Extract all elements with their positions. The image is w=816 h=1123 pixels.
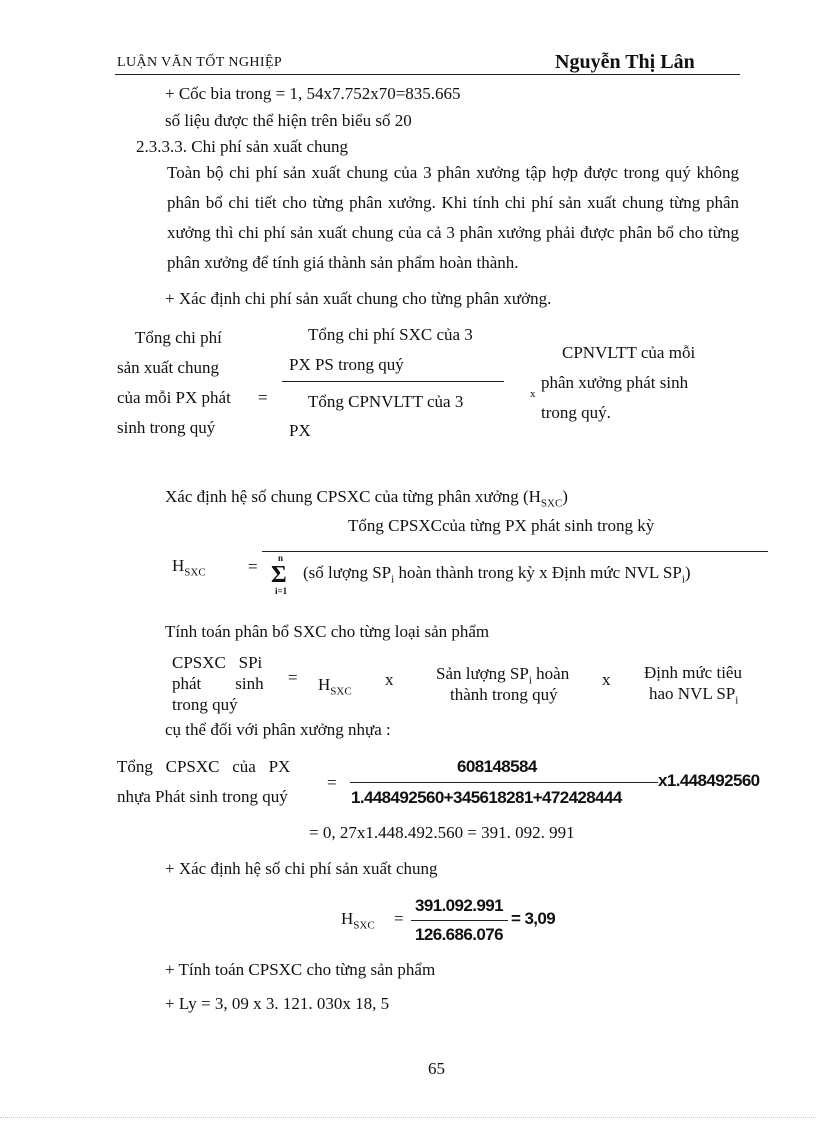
- coefficient-h-sub: SXC: [184, 566, 206, 579]
- formula1-equals: =: [258, 388, 268, 407]
- coefficient-intro-close: ): [562, 487, 568, 506]
- thesis-header-label: LUẬN VĂN TỐT NGHIỆP: [117, 55, 283, 70]
- formula1-times: x: [530, 388, 536, 400]
- paragraph-text: Toàn bộ chi phí sản xuất chung của 3 phân xưởng tập hợp được trong quý không phân bổ chi tiết cho từng phân xưởng. Khi tính chi phí sản xuất chung từng phân xưởng thì chi phí sản xuất chung của cả 3 phân xưởng phải được phân bổ cho từng phân xưởng để tính giá thành sản phẩm hoàn thành.: [167, 163, 739, 272]
- allocation-output-line2: thành trong quý: [450, 685, 558, 704]
- allocation-output-text: Sản lượng SP: [436, 664, 529, 683]
- author-name: Nguyễn Thị Lân: [555, 51, 695, 73]
- plastic-multiplier: x1.448492560: [658, 771, 760, 790]
- formula1-numerator-line2: PX PS trong quý: [289, 355, 404, 374]
- section-heading: 2.3.3.3. Chi phí sản xuất chung: [136, 137, 349, 156]
- sigma-symbol: Σ: [271, 562, 287, 588]
- sigma-lower-limit: i=1: [275, 586, 288, 596]
- allocation-left-line3: trong quý: [172, 695, 238, 714]
- formula1-numerator-line1: Tổng chi phí SXC của 3: [308, 325, 473, 344]
- plastic-left-line1: Tổng CPSXC của PX: [117, 757, 291, 776]
- coef-calc-h-sub: SXC: [353, 919, 375, 932]
- formula1-denominator-line1: Tổng CPNVLTT của 3: [308, 392, 464, 411]
- allocation-output-text2: hoàn: [531, 664, 570, 683]
- allocation-h-letter: H: [318, 675, 331, 694]
- coef-calc-fraction-bar: [411, 920, 508, 921]
- coef-calc-h: [341, 909, 375, 933]
- coefficient-denominator-sub1: i: [391, 573, 395, 586]
- formula1-right-line3: trong quý.: [541, 403, 611, 422]
- page-number: 65: [428, 1059, 445, 1078]
- plastic-equals: =: [327, 773, 337, 792]
- coefficient-equals: =: [248, 557, 258, 576]
- coef-calc-equals: =: [394, 909, 404, 928]
- coefficient-intro: [165, 487, 568, 511]
- allocation-norm-line2: [649, 684, 738, 708]
- allocation-output-sub: i: [528, 674, 532, 687]
- formula1-left-line4: sinh trong quý: [117, 418, 216, 437]
- formula1-right-line2: phân xưởng phát sinh: [541, 373, 689, 392]
- coef-calc-intro: + Xác định hệ số chi phí sản xuất chung: [165, 859, 438, 878]
- coefficient-intro-text: Xác định hệ số chung CPSXC của từng phân xưởng (H: [165, 487, 541, 506]
- allocation-left-line2: phát sinh: [172, 674, 264, 693]
- plastic-denominator: 1.448492560+345618281+472428444: [351, 788, 622, 807]
- formula1-left-line2: sản xuất chung: [117, 358, 219, 377]
- allocation-norm-line1: Định mức tiêu: [644, 663, 742, 682]
- allocation-equals: =: [288, 668, 298, 687]
- allocation-h: [318, 675, 352, 699]
- formula1-left-line3: của mỗi PX phát: [117, 388, 231, 407]
- allocation-times-1: x: [385, 670, 394, 689]
- plastic-result: = 0, 27x1.448.492.560 = 391. 092. 991: [309, 823, 575, 842]
- allocation-norm-sub: i: [735, 694, 739, 707]
- coefficient-h: [172, 556, 206, 580]
- bottom-border: [0, 1117, 816, 1118]
- coef-calc-result: = 3,09: [511, 909, 556, 928]
- cup-calculation-line: + Cốc bia trong = 1, 54x7.752x70=835.665: [165, 84, 461, 103]
- allocation-intro: Tính toán phân bổ SXC cho từng loại sản phẩm: [165, 622, 490, 641]
- formula1-fraction-bar: [282, 381, 504, 382]
- coefficient-numerator: Tổng CPSXCcủa từng PX phát sinh trong kỳ: [348, 516, 655, 535]
- coefficient-intro-sub: SXC: [540, 497, 563, 510]
- formula1-left-line1: Tổng chi phí: [135, 328, 222, 347]
- coefficient-h-letter: H: [172, 556, 185, 575]
- coefficient-denominator: [303, 563, 691, 587]
- formula1-right-line1: CPNVLTT của mỗi: [562, 343, 696, 362]
- coef-calc-h-letter: H: [341, 909, 354, 928]
- header-rule: [115, 74, 740, 75]
- paragraph-general-costs: [117, 158, 739, 278]
- coefficient-fraction-bar: [262, 551, 768, 552]
- plastic-fraction-bar: [350, 782, 658, 783]
- coefficient-denominator-part1: (số lượng SP: [303, 563, 392, 582]
- allocation-h-sub: SXC: [330, 685, 352, 698]
- cps-ly-line: + Ly = 3, 09 x 3. 121. 030x 18, 5: [165, 994, 390, 1013]
- sigma-upper-limit: n: [278, 553, 284, 563]
- coef-calc-numerator: 391.092.991: [415, 896, 503, 915]
- determine-sxc-line: + Xác định chi phí sản xuất chung cho từng phân xưởng.: [165, 289, 552, 308]
- plastic-left-line2: nhựa Phát sinh trong quý: [117, 787, 288, 806]
- formula1-denominator-line2: PX: [289, 421, 311, 440]
- coefficient-denominator-sub2: i: [681, 573, 685, 586]
- coef-calc-denominator: 126.686.076: [415, 925, 503, 944]
- coefficient-denominator-part2: hoàn thành trong kỳ x Định mức NVL SP: [394, 563, 682, 582]
- allocation-left-line1: CPSXC SPi: [172, 653, 263, 672]
- allocation-times-2: x: [602, 670, 611, 689]
- coefficient-denominator-part3: ): [684, 563, 691, 582]
- plastic-numerator: 608148584: [457, 757, 537, 776]
- allocation-norm-text: hao NVL SP: [649, 684, 736, 703]
- data-reference-line: số liệu được thể hiện trên biểu số 20: [165, 111, 412, 130]
- cps-intro: + Tính toán CPSXC cho từng sản phẩm: [165, 960, 436, 979]
- plastic-intro: cụ thể đối với phân xưởng nhựa :: [165, 720, 391, 739]
